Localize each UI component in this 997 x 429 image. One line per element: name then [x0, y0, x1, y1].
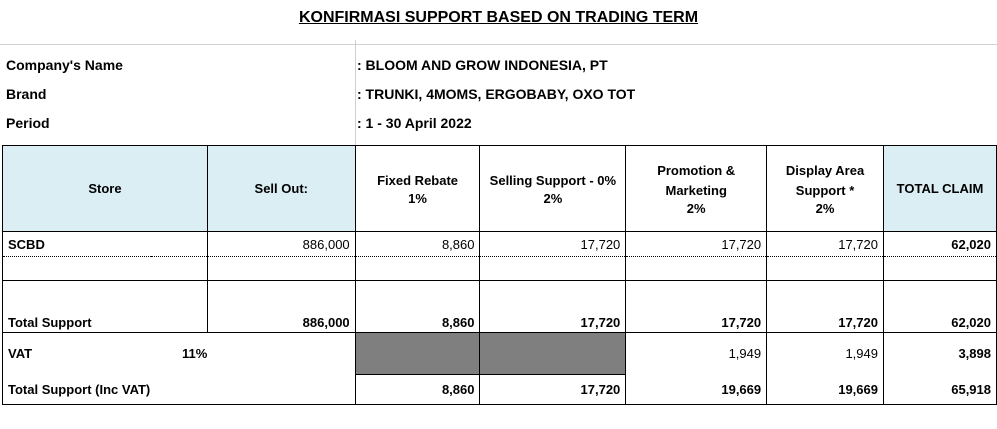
- vat-fixed-rebate-na: [355, 333, 480, 375]
- brand-label: Brand: [6, 86, 47, 102]
- empty-cell: [355, 257, 480, 281]
- row-fixed-rebate: 8,860: [355, 232, 480, 257]
- row-total-claim: 62,020: [883, 232, 996, 257]
- row-promotion: 17,720: [626, 232, 767, 257]
- header-promotion-label: Promotion & Marketing: [657, 163, 736, 198]
- document-title: KONFIRMASI SUPPORT BASED ON TRADING TERM: [298, 9, 699, 26]
- header-total-claim: TOTAL CLAIM: [883, 146, 996, 232]
- vat-selling-support-na: [480, 333, 626, 375]
- total-inc-vat-promotion: 19,669: [626, 375, 767, 405]
- empty-cell: [626, 257, 767, 281]
- period-label: Period: [6, 115, 50, 131]
- vat-label: VAT: [3, 333, 152, 375]
- total-inc-vat-label: Total Support (Inc VAT): [3, 375, 208, 405]
- header-store: Store: [3, 146, 208, 232]
- header-selling-support-pct: 2%: [543, 191, 563, 206]
- total-support-display: 17,720: [767, 281, 884, 333]
- empty-cell: [883, 257, 996, 281]
- total-inc-vat-fixed-rebate: 8,860: [355, 375, 480, 405]
- total-support-row: [3, 281, 997, 333]
- row-store: SCBD: [3, 232, 208, 257]
- total-inc-vat-row: [3, 375, 997, 405]
- vat-promotion: 1,949: [626, 333, 767, 375]
- empty-cell: [480, 257, 626, 281]
- empty-cell: [3, 257, 208, 281]
- table-header-row: [3, 146, 997, 232]
- row-display: 17,720: [767, 232, 884, 257]
- header-display-label: Display Area Support *: [785, 163, 865, 198]
- total-support-selling-support: 17,720: [480, 281, 626, 333]
- row-selling-support: 17,720: [480, 232, 626, 257]
- header-fixed-rebate-pct: 1%: [408, 191, 427, 206]
- header-display-pct: 2%: [815, 201, 835, 216]
- vat-rate: 11%: [182, 346, 208, 362]
- sheet-gridline: [355, 40, 356, 145]
- total-inc-vat-total-claim: 65,918: [883, 375, 996, 405]
- total-support-promotion: 17,720: [626, 281, 767, 333]
- company-name-label: Company's Name: [6, 57, 123, 73]
- header-fixed-rebate-label: Fixed Rebate: [377, 173, 459, 188]
- period-value: : 1 - 30 April 2022: [357, 115, 472, 131]
- empty-cell: [207, 375, 355, 405]
- brand-value: : TRUNKI, 4MOMS, ERGOBABY, OXO TOT: [357, 86, 636, 102]
- header-promotion: [626, 146, 767, 232]
- vat-display: 1,949: [767, 333, 884, 375]
- vat-total-claim: 3,898: [883, 333, 996, 375]
- total-support-total-claim: 62,020: [883, 281, 996, 333]
- total-inc-vat-selling-support: 17,720: [480, 375, 626, 405]
- header-selling-support-label: Selling Support - 0%: [489, 173, 617, 188]
- sheet-gridline: [0, 44, 997, 45]
- header-promotion-pct: 2%: [686, 201, 706, 216]
- total-support-sell-out: 886,000: [207, 281, 355, 333]
- table-row-empty: [3, 257, 997, 281]
- total-support-fixed-rebate: 8,860: [355, 281, 480, 333]
- table-row: [3, 232, 997, 257]
- total-support-label: Total Support: [3, 281, 208, 333]
- support-table: [2, 145, 997, 405]
- company-name-value: : BLOOM AND GROW INDONESIA, PT: [357, 57, 608, 73]
- header-fixed-rebate: [355, 146, 480, 232]
- total-inc-vat-display: 19,669: [767, 375, 884, 405]
- empty-cell: [207, 257, 355, 281]
- vat-row: [3, 333, 997, 375]
- row-sell-out: 886,000: [207, 232, 355, 257]
- empty-cell: [207, 333, 355, 375]
- empty-cell: [767, 257, 884, 281]
- header-display: [767, 146, 884, 232]
- header-selling-support: [480, 146, 626, 232]
- header-sell-out: Sell Out:: [207, 146, 355, 232]
